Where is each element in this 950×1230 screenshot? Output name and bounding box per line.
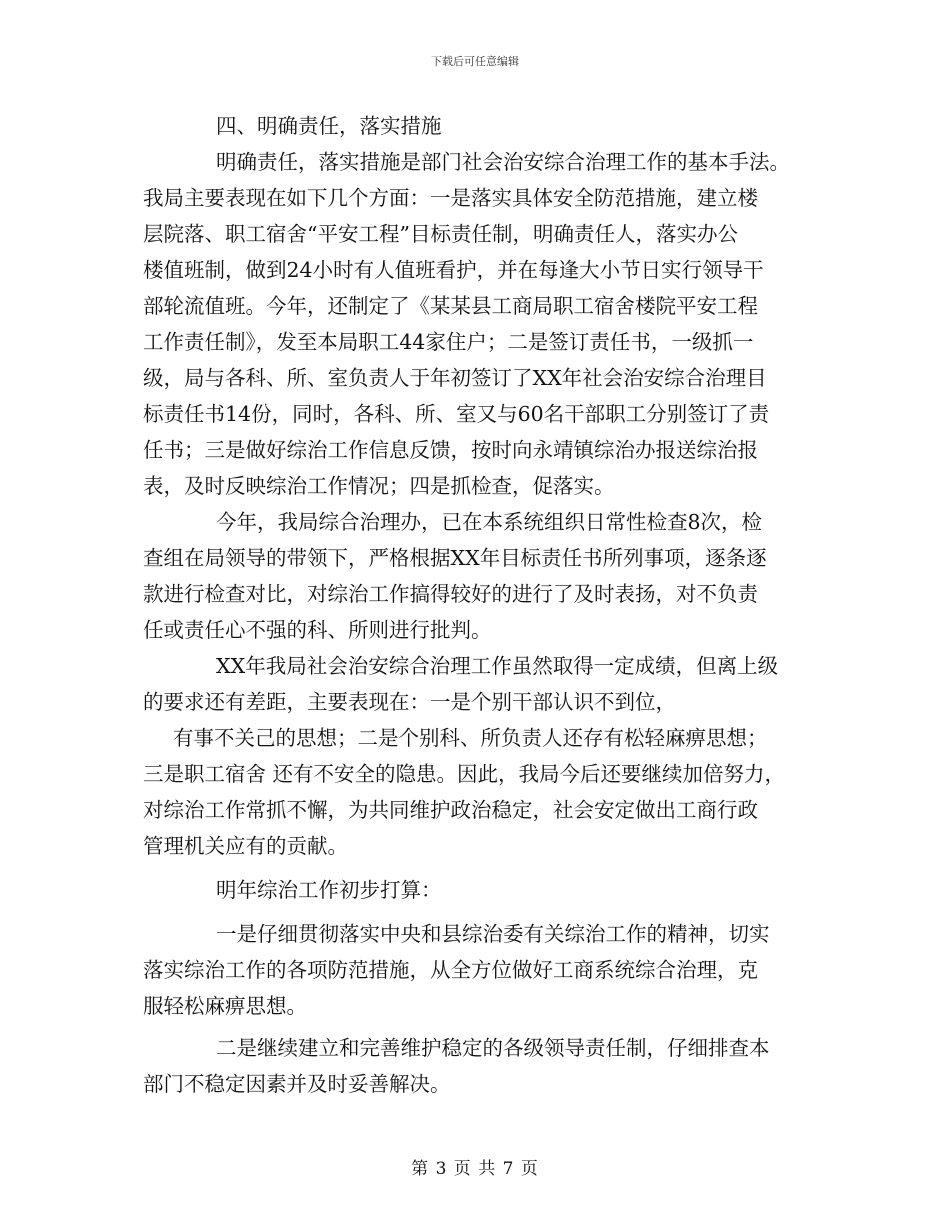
paragraph-line: 明确责任，落实措施是部门社会治安综合治理工作的基本手法。 [216, 150, 790, 174]
paragraph-line: 对综治工作常抓不懈，为共同维护政治稳定，社会安定做出工商行政 [143, 798, 758, 822]
paragraph-line: 表，及时反映综治工作情况；四是抓检查，促落实。 [143, 474, 615, 498]
paragraph-line: 任书；三是做好综治工作信息反馈，按时向永靖镇综治办报送综治报 [143, 438, 758, 462]
paragraph-line: 款进行检查对比，对综治工作搞得较好的进行了及时表扬，对不负责 [143, 582, 758, 606]
paragraph-line: 标责任书14份，同时，各科、所、室又与60名干部职工分别签订了责 [143, 402, 770, 426]
paragraph-line: 一是仔细贯彻落实中央和县综治委有关综治工作的精神，切实 [216, 922, 770, 946]
paragraph-line: 有事不关己的思想；二是个别科、所负责人还存有松轻麻痹思想； [173, 726, 768, 750]
paragraph-line: 部门不稳定因素并及时妥善解决。 [143, 1072, 451, 1096]
paragraph-line: 的要求还有差距，主要表现在：一是个别干部认识不到位， [143, 690, 676, 714]
paragraph-line: 二是继续建立和完善维护稳定的各级领导责任制，仔细排查本 [216, 1036, 770, 1060]
page-footer: 第 3 页 共 7 页 [411, 1159, 539, 1179]
paragraph-line: 今年，我局综合治理办，已在本系统组织日常性检查8次，检 [216, 510, 763, 534]
paragraph-line: 三是职工宿舍 还有不安全的隐患。因此，我局今后还要继续加倍努力， [143, 762, 786, 786]
paragraph-line: 我局主要表现在如下几个方面：一是落实具体安全防范措施，建立楼 [143, 186, 758, 210]
paragraph-line: 楼值班制，做到24小时有人值班看护，并在每逢大小节日实行领导干 [143, 258, 764, 282]
paragraph-line: 明年综治工作初步打算： [216, 878, 442, 902]
paragraph-line: 管理机关应有的贡献。 [143, 834, 348, 858]
paragraph-line: 查组在局领导的带领下，严格根据XX年目标责任书所列事项，逐条逐 [143, 546, 767, 570]
paragraph-line: 工作责任制》，发至本局职工44家住户；二是签订责任书，一级抓一 [143, 330, 754, 354]
page-header: 下载后可任意编辑 [431, 55, 519, 68]
section-heading: 四、明确责任，落实措施 [216, 114, 442, 138]
paragraph-line: 任或责任心不强的科、所则进行批判。 [143, 618, 492, 642]
paragraph-line: 服轻松麻痹思想。 [143, 994, 307, 1018]
paragraph-line: XX年我局社会治安综合治理工作虽然取得一定成绩，但离上级 [216, 654, 779, 678]
paragraph-line: 落实综治工作的各项防范措施，从全方位做好工商系统综合治理，克 [143, 958, 758, 982]
paragraph-line: 层院落、职工宿舍“平安工程”目标责任制，明确责任人，落实办公 [143, 222, 738, 246]
paragraph-line: 级，局与各科、所、室负责人于年初签订了XX年社会治安综合治理目 [143, 366, 767, 390]
paragraph-line: 部轮流值班。今年，还制定了《某某县工商局职工宿舍楼院平安工程 [143, 294, 758, 318]
